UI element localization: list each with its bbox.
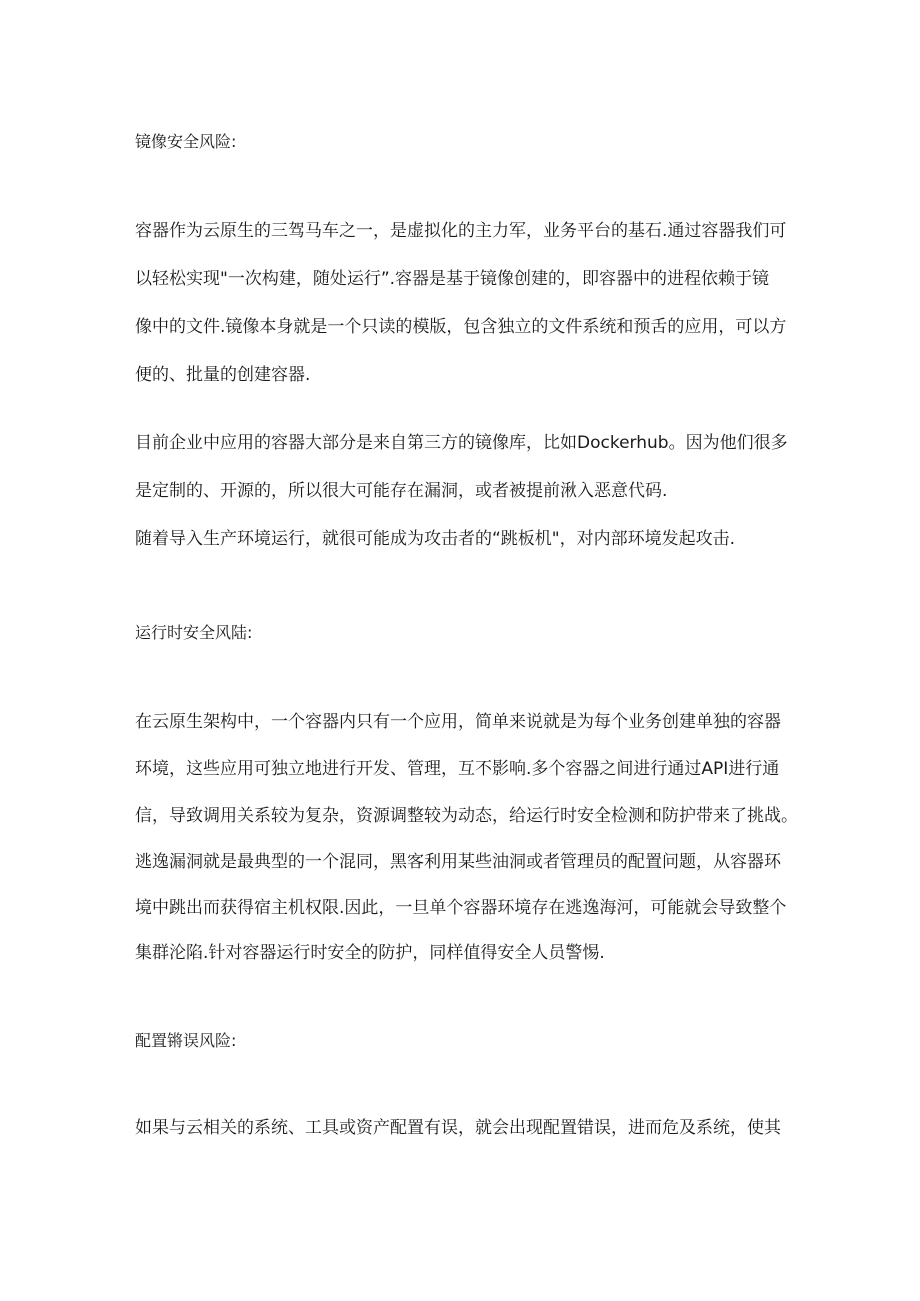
paragraph-line: 在云原生架构中，一个容器内只有一个应用，简单来说就是为每个业务创建单独的容器 bbox=[135, 712, 781, 732]
paragraph-line: 以轻松实现"一次构建，随处运行”.容器是基于镜像创建的，即容器中的进程依赖于镜 bbox=[135, 269, 770, 289]
paragraph-line: 如果与云相关的系统、工具或资产配置有误，就会出现配置错误，进而危及系统，使其 bbox=[135, 1118, 781, 1138]
paragraph-line: 随着导入生产环境运行，就很可能成为攻击者的“跳板机"，对内部环境发起攻击. bbox=[135, 529, 736, 549]
paragraph-line: 信，导致调用关系较为复杂，资源调整较为动态，给运行时安全检测和防护带来了挑战。 bbox=[135, 806, 798, 826]
paragraph-line: 容器作为云原生的三驾马车之一，是虚拟化的主力军，业务平台的基石.通过容器我们可 bbox=[135, 221, 787, 241]
paragraph-line: 像中的文件.镜像本身就是一个只读的模版，包含独立的文件系统和预舌的应用，可以方 bbox=[135, 317, 787, 337]
section-heading-runtime-risk: 运行时安全风陆: bbox=[135, 623, 253, 642]
paragraph-line: 便的、批量的创建容器. bbox=[135, 365, 311, 385]
paragraph-line: 集群沦陷.针对容器运行时安全的防护，同样值得安全人员警惕. bbox=[135, 943, 605, 963]
paragraph-line: 目前企业中应用的容器大部分是来自第三方的镜像库，比如Dockerhub。因为他们很多 bbox=[135, 433, 788, 453]
section-heading-config-risk: 配置锵误风险: bbox=[135, 1031, 237, 1050]
paragraph-line: 境中跳出而获得宿主机权限.因此，一旦单个容器环境存在逃逸海河，可能就会导致整个 bbox=[135, 898, 787, 918]
paragraph-line: 逃逸漏洞就是最典型的一个混同，黑客利用某些油洞或者管理员的配置问题，从容器环 bbox=[135, 852, 781, 872]
paragraph-line: 环境，这些应用可独立地进行开发、管理，互不影响.多个容器之间进行通过API进行通 bbox=[135, 759, 780, 779]
section-heading-image-risk: 镜像安全风险: bbox=[135, 132, 237, 151]
paragraph-line: 是定制的、开源的，所以很大可能存在漏洞，或者被提前湫入恶意代码. bbox=[135, 481, 668, 501]
